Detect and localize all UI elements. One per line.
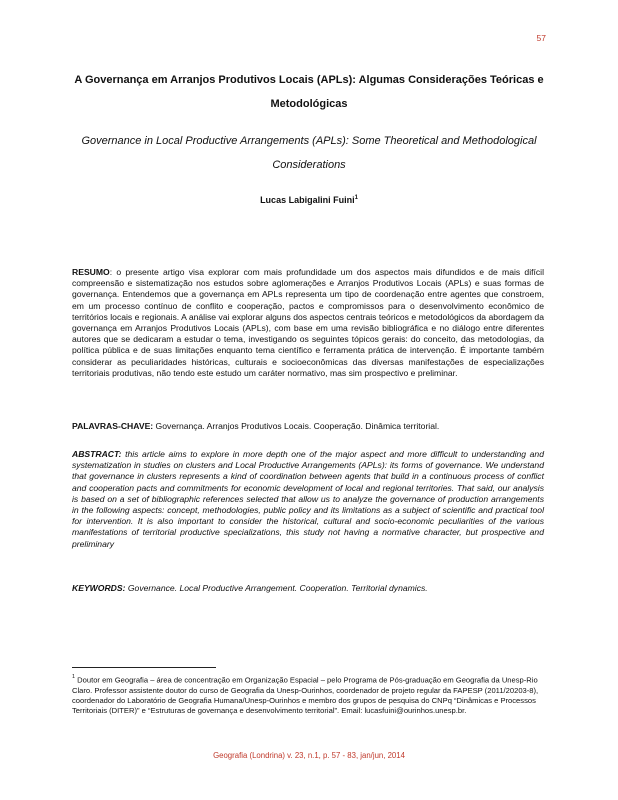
footnote-divider	[72, 667, 216, 668]
keywords-text: Governance. Local Productive Arrangement. Cooperation. Territorial dynamics.	[125, 583, 428, 593]
footnote-mark: 1	[72, 674, 76, 680]
keywords-paragraph	[72, 583, 544, 594]
abstract-text: this article aims to explore in more depth one of the major aspect and more difficult to understanding and systematization in studies on clusters and Local Productive Arrangements (APLs): its forms of governance. We understand that governance in clusters represents a kind of coordination between agents that build in a continuous process of conflict and cooperation pacts and commitments for economic development of local and regional territories. That said, our analysis is based on a set of bibliographic references selected that allow us to analyze the governance of production arrangements in the following aspects: concept, methodologies, public policy and its limitations as a subject of scientific and practical tool for intervention. It is also important to consider the historical, cultural and socio-economic peculiarities of the various manifestations of territorial productive specializations, this study not having a normative character, but prospective and preliminary	[72, 449, 544, 549]
author-footnote-mark: 1	[354, 195, 358, 201]
resumo-paragraph	[72, 267, 544, 379]
palavras-chave-paragraph	[72, 421, 544, 432]
author-line	[60, 195, 558, 205]
keywords-label: KEYWORDS:	[72, 583, 126, 593]
footnote-text: Doutor em Geografia – área de concentração em Organização Espacial – pelo Programa de Pós-graduação em Geografia da Unesp-Rio Claro. Professor assistente doutor do curso de Geografia da Unesp-Ourinhos, coordenador de projeto regular da FAPESP (2011/20203-8), coordenador do Laboratório de Geografia Humana/Unesp-Ourinhos e membro dos grupos de pesquisa do CNPq “Dinâmicas e Processos Territoriais (DITER)” e “Estruturas de governança e desenvolvimento territorial”. Email: lucasfuini@ourinhos.unesp.br.	[72, 675, 539, 715]
footnote	[72, 673, 542, 716]
abstract-label: ABSTRACT:	[72, 449, 122, 459]
page-number: 57	[536, 33, 546, 43]
author-name: Lucas Labigalini Fuini	[260, 195, 355, 205]
palavras-chave-label: PALAVRAS-CHAVE:	[72, 421, 154, 431]
resumo-label: RESUMO	[72, 267, 110, 277]
palavras-chave-text: Governança. Arranjos Produtivos Locais. Cooperação. Dinâmica territorial.	[153, 421, 440, 431]
article-title: A Governança em Arranjos Produtivos Locais (APLs): Algumas Considerações Teóricas e Metodológicas	[74, 74, 544, 110]
article-subtitle-english: Governance in Local Productive Arrangements (APLs): Some Theoretical and Methodological Considerations	[81, 135, 537, 171]
resumo-text: : o presente artigo visa explorar com mais profundidade um dos aspectos mais difundidos e de mais difícil compreensão e sistematização nos estudos sobre aglomerações e Arranjos Produtivos Locais (APLs) e suas formas de governança. Entendemos que a governança em APLs representa um tipo de coordenação entre agentes que constroem, em um processo contínuo de conflito e cooperação, pactos e compromissos para o desenvolvimento econômico de territórios locais e regionais. A análise vai explorar alguns dos aspectos centrais teóricos e metodológicos da abordagem da governança em Arranjos Produtivos Locais (APLs), com base em uma revisão bibliográfica e no diálogo entre diferentes autores que se dedicaram a estudar o tema, investigando os seguintes tópicos gerais: do conceito, das metodologias, da política pública e de suas limitações enquanto tema científico e ferramenta prática de intervenção. É importante também considerar as peculiaridades históricas, culturais e socioeconômicas das diversas manifestações de especializações territoriais produtivas, não tendo este estudo um caráter normativo, mas sim prospectivo e preliminar.	[72, 267, 544, 378]
journal-citation-footer: Geografia (Londrina) v. 23, n.1, p. 57 - 83, jan/jun, 2014	[213, 751, 405, 760]
abstract-paragraph	[72, 449, 544, 550]
